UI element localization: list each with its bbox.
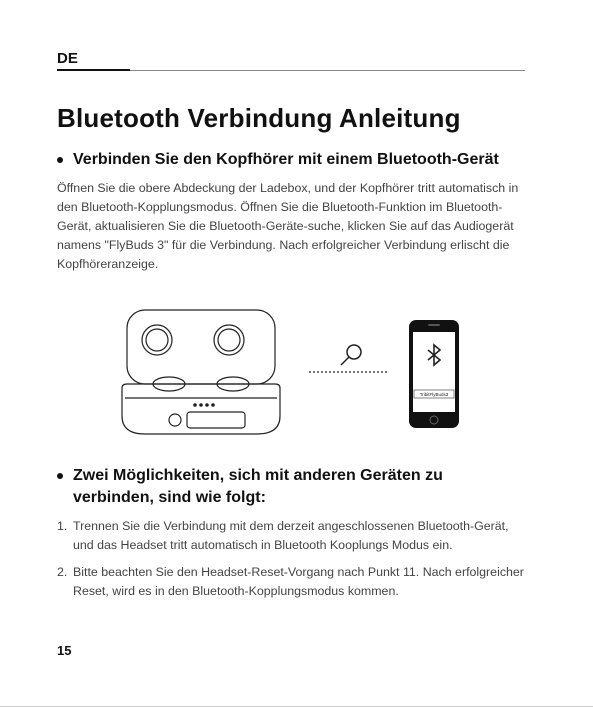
bullet-dot bbox=[57, 157, 63, 163]
pairing-illustration bbox=[117, 308, 477, 438]
language-label: DE bbox=[57, 50, 78, 67]
phone-device-label: TribitFlyBuds3 bbox=[419, 392, 449, 397]
page-number: 15 bbox=[57, 643, 72, 658]
list-item-text: Trennen Sie die Verbindung mit dem derzeit angeschlossenen Bluetooth-Gerät, und das Headset tritt automatisch in Bluetooth Kooplungs Modus ein. bbox=[73, 519, 509, 552]
list-item bbox=[57, 517, 527, 555]
list-item bbox=[57, 563, 527, 601]
connection-options-list bbox=[57, 517, 527, 609]
header-rule-thick bbox=[57, 69, 130, 71]
charging-case-illustration bbox=[122, 310, 280, 434]
section2-heading bbox=[57, 465, 527, 509]
header-rule-thin bbox=[130, 70, 525, 71]
section2-heading-text: Zwei Möglichkeiten, sich mit anderen Geräten zu verbinden, sind wie folgt: bbox=[73, 467, 443, 506]
section1-body: Öffnen Sie die obere Abdeckung der Ladebox, und der Kopfhörer tritt automatisch in den Bluetooth-Kopplungsmodus. Öffnen Sie die Bluetooth-Funktion im Bluetooth-Gerät, aktualisieren Sie die Bluetooth-Geräte-suche, klicken Sie auf das Audiogerät namens "FlyBuds 3" für die Verbindung. Nach erfolgreicher Verbindung erlischt die Kopfhöreranzeige. bbox=[57, 181, 519, 271]
bullet-dot bbox=[57, 473, 63, 479]
search-icon bbox=[341, 345, 361, 365]
list-item-number: 1. bbox=[57, 519, 68, 533]
list-item-text: Bitte beachten Sie den Headset-Reset-Vorgang nach Punkt 11. Nach erfolgreicher Reset, wird es in den Bluetooth-Kopplungsmodus kommen. bbox=[73, 565, 524, 598]
phone-illustration bbox=[409, 320, 459, 428]
list-item-number: 2. bbox=[57, 565, 68, 579]
section1-heading-text: Verbinden Sie den Kopfhörer mit einem Bluetooth-Gerät bbox=[73, 151, 499, 168]
page-title: Bluetooth Verbindung Anleitung bbox=[57, 103, 461, 133]
section1-heading bbox=[57, 149, 527, 171]
